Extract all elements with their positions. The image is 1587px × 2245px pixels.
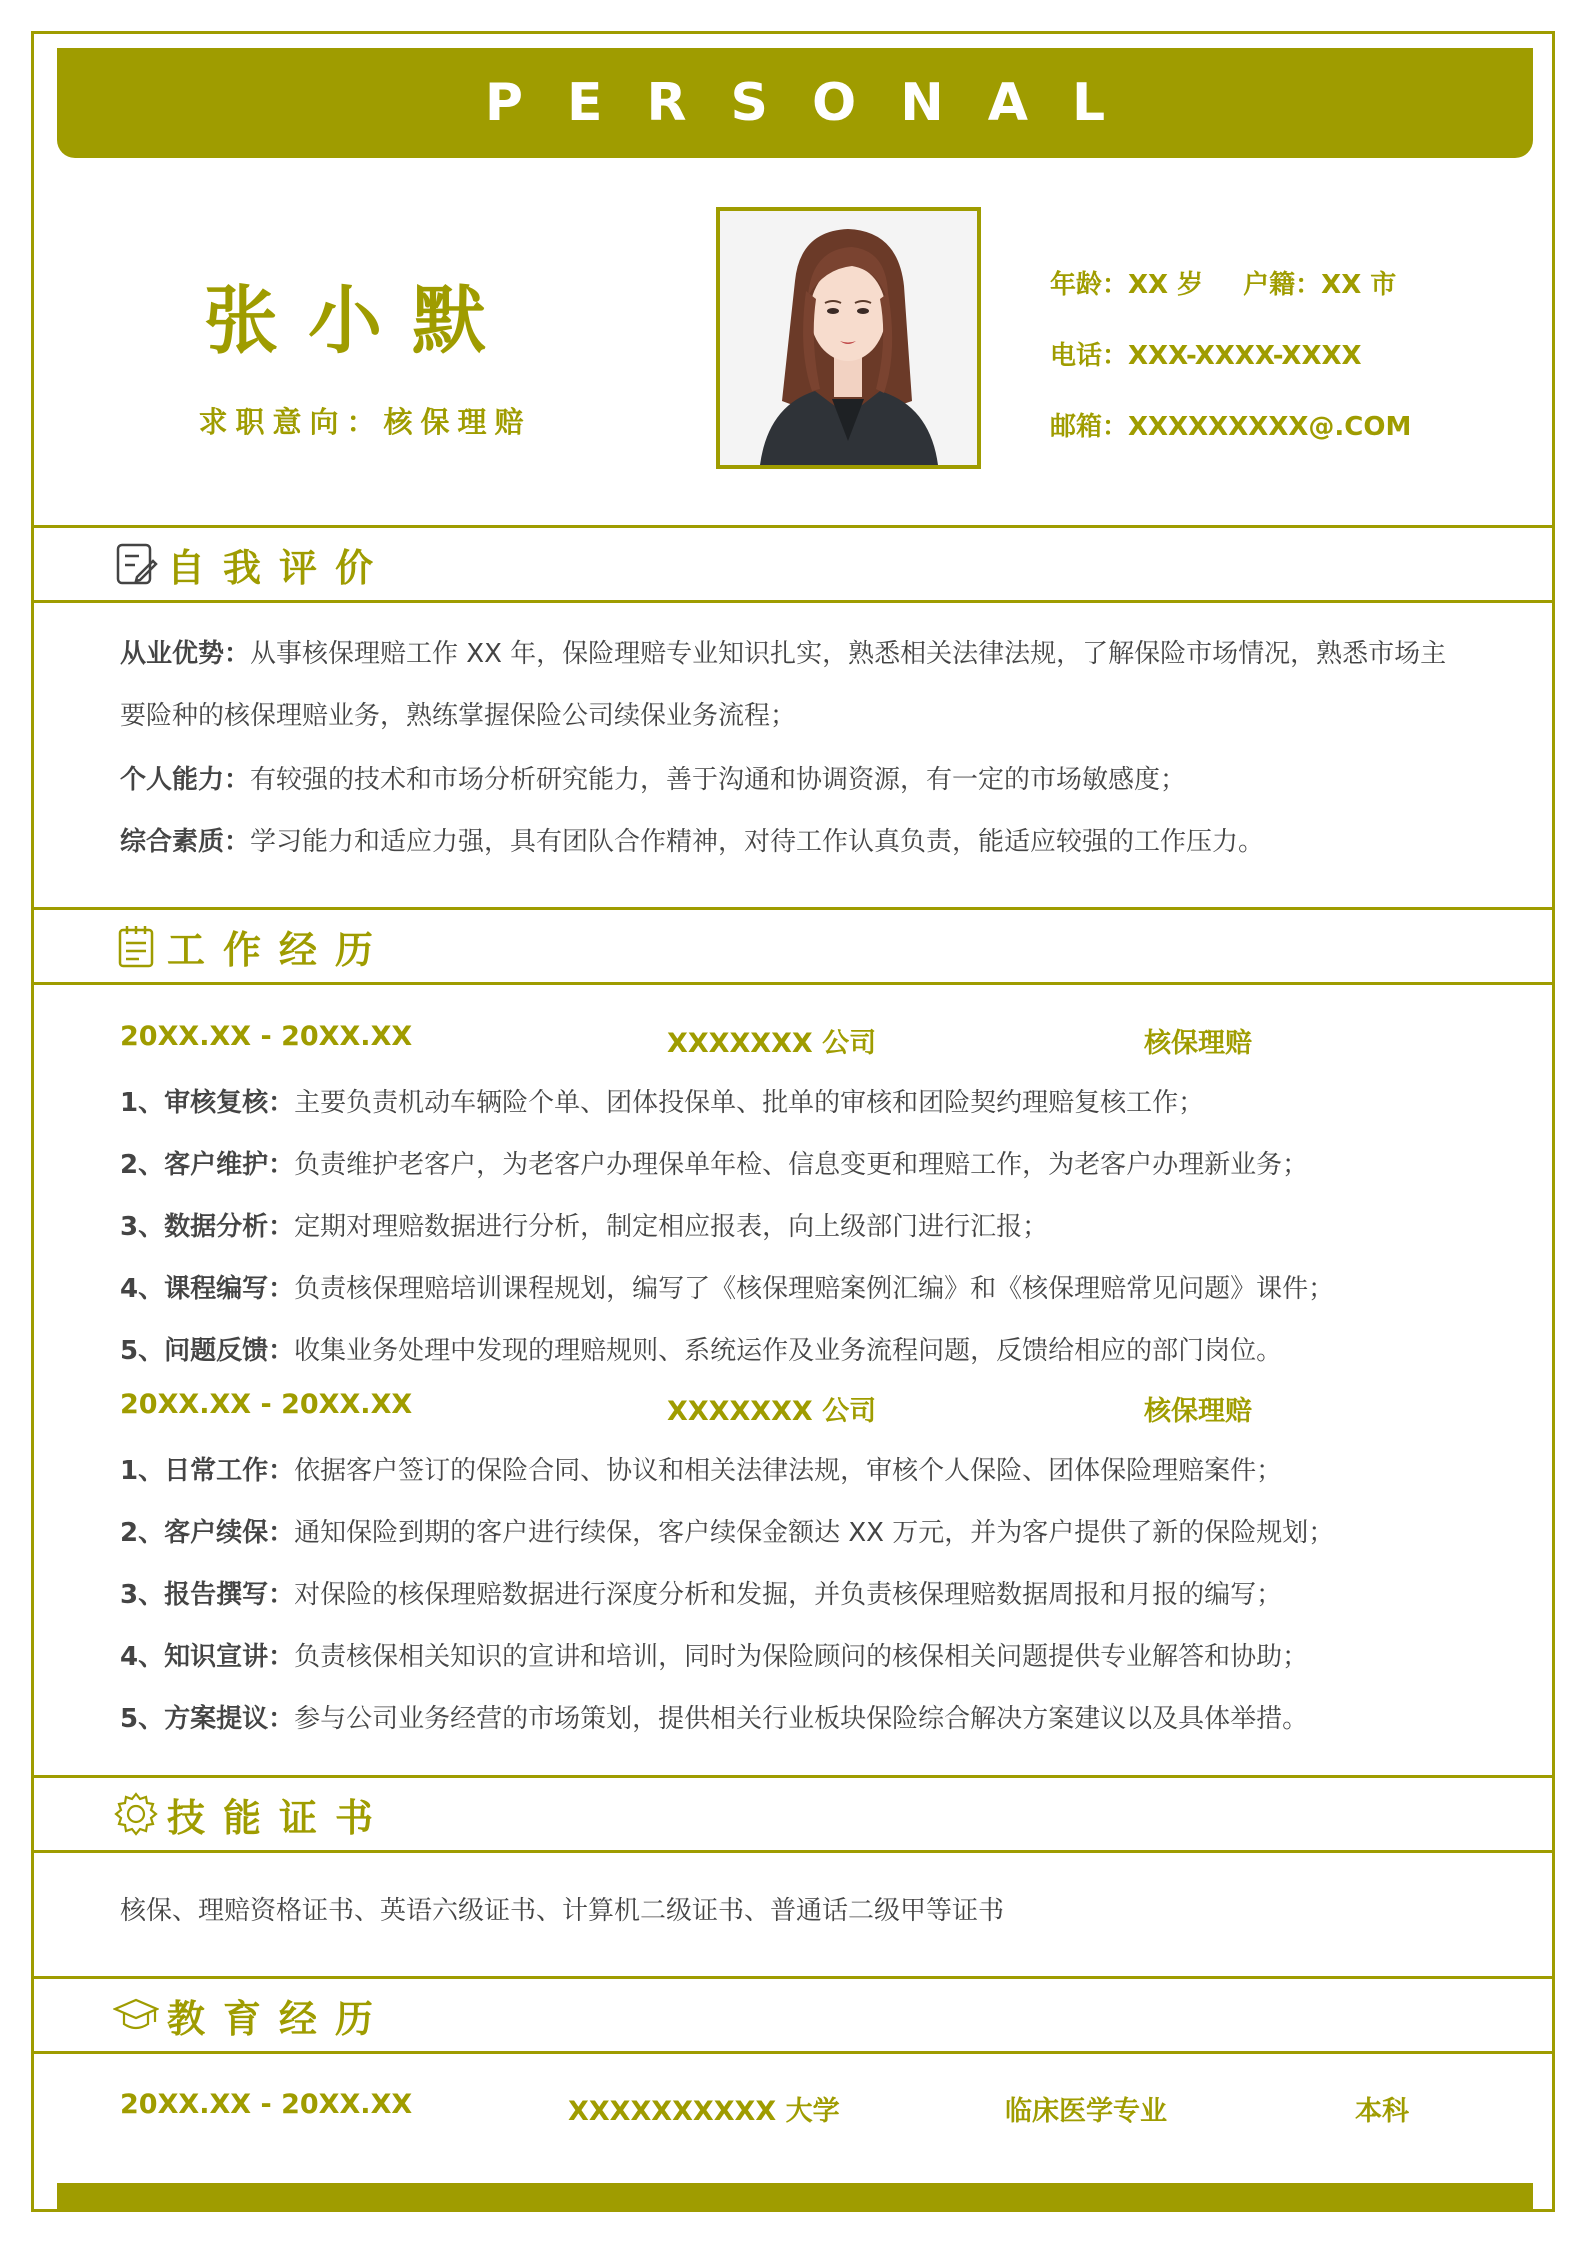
duty-text: 参与公司业务经营的市场策划，提供相关行业板块保险综合解决方案建议以及具体举措。	[294, 1704, 1309, 1734]
duty-text: 对保险的核保理赔数据进行深度分析和发掘，并负责核保理赔数据周报和月报的编写；	[294, 1580, 1283, 1610]
section-self-eval-title: 自我评价	[167, 545, 392, 590]
duty-text: 主要负责机动车辆险个单、团体投保单、批单的审核和团险契约理赔复核工作；	[294, 1088, 1205, 1118]
section-education-title: 教育经历	[167, 1996, 392, 2041]
self-eval-item-2	[120, 749, 1470, 811]
job-2-duty-2	[120, 1512, 1500, 1549]
contact-email: 邮箱：XXXXXXXXX@.COM	[1050, 412, 1412, 442]
job-2-duty-3	[120, 1574, 1500, 1611]
profile-photo	[716, 207, 981, 469]
document-icon	[113, 541, 159, 587]
notepad-icon	[113, 923, 159, 969]
contact-age-hometown	[1050, 264, 1396, 301]
self-eval-item-3	[120, 811, 1470, 873]
duty-label: 5、问题反馈：	[120, 1336, 295, 1366]
top-banner	[57, 48, 1533, 158]
section-skills-title: 技能证书	[167, 1795, 392, 1840]
job-2-duty-4	[120, 1636, 1500, 1673]
banner-title: PERSONAL	[484, 73, 1150, 133]
duty-label: 3、数据分析：	[120, 1212, 295, 1242]
candidate-name: 张小默	[204, 278, 516, 364]
job-1-duty-3	[120, 1206, 1500, 1243]
hometown-text: 户籍：XX 市	[1243, 270, 1397, 300]
duty-label: 2、客户维护：	[120, 1150, 295, 1180]
duty-label: 1、日常工作：	[120, 1456, 295, 1486]
education-row	[0, 2089, 1587, 2125]
skills-text: 核保、理赔资格证书、英语六级证书、计算机二级证书、普通话二级甲等证书	[120, 1896, 1005, 1926]
self-eval-text: 学习能力和适应力强，具有团队合作精神，对待工作认真负责，能适应较强的工作压力。	[250, 827, 1265, 857]
education-period: 20XX.XX - 20XX.XX	[120, 2089, 413, 2120]
section-work-header	[31, 907, 1555, 985]
portrait-illustration	[720, 211, 977, 465]
section-self-eval-header	[31, 525, 1555, 603]
section-education-header	[31, 1976, 1555, 2054]
job-2-duty-5	[120, 1698, 1500, 1735]
job-period: 20XX.XX - 20XX.XX	[120, 1021, 413, 1052]
duty-label: 3、报告撰写：	[120, 1580, 295, 1610]
job-1-duty-2	[120, 1144, 1500, 1181]
duty-label: 2、客户续保：	[120, 1518, 295, 1548]
self-eval-item-1	[120, 623, 1470, 747]
duty-text: 通知保险到期的客户进行续保，客户续保金额达 XX 万元，并为客户提供了新的保险规划；	[294, 1518, 1335, 1548]
job-1-duty-1	[120, 1082, 1500, 1119]
duty-text: 定期对理赔数据进行分析，制定相应报表，向上级部门进行汇报；	[294, 1212, 1049, 1242]
duty-text: 负责核保理赔培训课程规划，编写了《核保理赔案例汇编》和《核保理赔常见问题》课件；	[294, 1274, 1335, 1304]
duty-label: 4、知识宣讲：	[120, 1642, 295, 1672]
job-2-duty-1	[120, 1450, 1500, 1487]
job-1-duty-4	[120, 1268, 1500, 1305]
self-eval-text: 有较强的技术和市场分析研究能力，善于沟通和协调资源，有一定的市场敏感度；	[250, 765, 1187, 795]
section-work-title: 工作经历	[167, 927, 392, 972]
job-2-header	[0, 1389, 1587, 1425]
duty-text: 依据客户签订的保险合同、协议和相关法律法规，审核个人保险、团体保险理赔案件；	[294, 1456, 1283, 1486]
job-position: 核保理赔	[1144, 1028, 1252, 1059]
self-eval-text: 从事核保理赔工作 XX 年，保险理赔专业知识扎实，熟悉相关法律法规，了解保险市场情况，熟悉市场主要险种的核保理赔业务，熟练掌握保险公司续保业务流程；	[120, 639, 1447, 731]
bottom-bar	[57, 2183, 1533, 2209]
education-degree: 本科	[1355, 2096, 1409, 2127]
job-intent: 求职意向：核保理赔	[198, 405, 532, 439]
education-school: XXXXXXXXXX 大学	[568, 2096, 840, 2127]
duty-label: 1、审核复核：	[120, 1088, 295, 1118]
contact-phone: 电话：XXX-XXXX-XXXX	[1050, 341, 1362, 371]
gear-icon	[113, 1791, 159, 1837]
job-position: 核保理赔	[1144, 1396, 1252, 1427]
self-eval-label: 个人能力：	[120, 765, 251, 795]
graduation-cap-icon	[113, 1992, 159, 2038]
duty-text: 负责维护老客户，为老客户办理保单年检、信息变更和理赔工作，为老客户办理新业务；	[294, 1150, 1309, 1180]
duty-text: 收集业务处理中发现的理赔规则、系统运作及业务流程问题，反馈给相应的部门岗位。	[294, 1336, 1283, 1366]
duty-label: 5、方案提议：	[120, 1704, 295, 1734]
section-skills-header	[31, 1775, 1555, 1853]
job-company: XXXXXXX 公司	[667, 1028, 877, 1059]
duty-label: 4、课程编写：	[120, 1274, 295, 1304]
self-eval-label: 从业优势：	[120, 639, 251, 669]
job-1-duty-5	[120, 1330, 1500, 1367]
job-1-header	[0, 1021, 1587, 1057]
job-period: 20XX.XX - 20XX.XX	[120, 1389, 413, 1420]
self-eval-label: 综合素质：	[120, 827, 251, 857]
age-text: 年龄：XX 岁	[1050, 270, 1204, 300]
job-company: XXXXXXX 公司	[667, 1396, 877, 1427]
education-major: 临床医学专业	[1005, 2096, 1167, 2127]
duty-text: 负责核保相关知识的宣讲和培训，同时为保险顾问的核保相关问题提供专业解答和协助；	[294, 1642, 1309, 1672]
